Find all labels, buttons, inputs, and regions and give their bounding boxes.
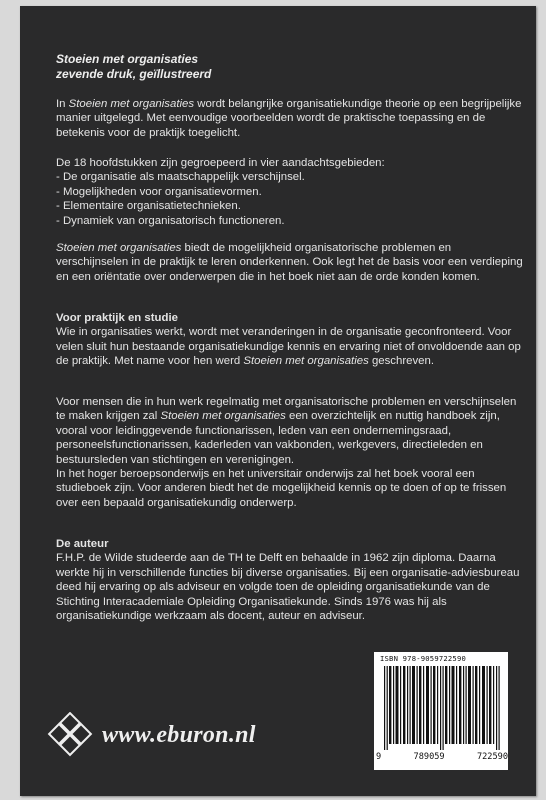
intro-text: wordt belangrijke organisatiekundige theorie op een begrijpelijke manier uitgelegd. Met eenvoudige voorbeelden wordt de praktische toepassing en de betekenis voor de praktijk toegelicht. <box>56 98 522 139</box>
book-title: Stoeien met organisaties <box>56 52 199 66</box>
intro-paragraph <box>56 97 526 140</box>
audience-education-text: In het hoger beroepsonderwijs en het universitair onderwijs zal het boek vooral een studieboek zijn. Voor anderen biedt het de mogelijkheid kennis op te doen of op te frissen over een bepaald organisatiekundig onderwerp. <box>56 468 507 509</box>
barcode-digits-left: 789059 <box>413 752 445 762</box>
barcode-digit-lead: 9 <box>376 752 382 762</box>
practice-heading: Voor praktijk en studie <box>56 312 178 324</box>
barcode-icon <box>382 666 502 750</box>
audience-text: Voor mensen die in hun werk regelmatig met organisatorische problemen en verschijnselen te maken krijgen zal <box>56 396 517 423</box>
groups-item: - Elementaire organisatietechnieken. <box>56 200 241 213</box>
groups-lead: De 18 hoofdstukken zijn gegroepeerd in vier aandachtsgebieden: <box>56 157 385 169</box>
author-section <box>56 537 526 623</box>
barcode-digits-right: 722590 <box>476 752 508 762</box>
author-heading: De auteur <box>56 538 109 550</box>
publisher-url: www.eburon.nl <box>102 722 256 748</box>
edition-line: zevende druk, geïllustreerd <box>56 66 212 81</box>
audience-section <box>56 395 526 510</box>
possibility-paragraph <box>56 241 526 284</box>
practice-book-title: Stoeien met organisaties <box>243 355 369 368</box>
audience-book-title: Stoeien met organisaties <box>160 410 286 423</box>
possibility-text: biedt de mogelijkheid organisatorische problemen en verschijnselen in de praktijk te leren onderkennen. Ook legt het de basis voor een verdieping en een oriëntatie over onderwerpen die in het boek niet aan de orde konden komen. <box>56 242 523 283</box>
intro-book-title: Stoeien met organisaties <box>68 98 195 110</box>
publisher-diamond-icon <box>46 712 94 760</box>
possibility-book-title: Stoeien met organisaties <box>56 242 182 254</box>
groups-item: - De organisatie als maatschappelijk verschijnsel. <box>56 171 305 184</box>
practice-section <box>56 311 526 369</box>
isbn-barcode-box <box>374 652 508 770</box>
groups-paragraph <box>56 156 526 228</box>
audience-text-cont: een overzichtelijk en nuttig handboek zijn, vooral voor leidinggevende functionarissen, leden van een ondernemingsraad, personeelsfunctionarissen, kaderleden van vakbonden, werkgevers, directieleden en bestuursleden van stichtingen en verenigingen. <box>56 410 500 466</box>
groups-item: - Dynamiek van organisatorisch functioneren. <box>56 214 285 227</box>
publisher-logo <box>46 712 306 768</box>
intro-prefix: In <box>56 98 69 110</box>
practice-text-end: geschreven. <box>368 355 434 368</box>
practice-text: Wie in organisaties werkt, wordt met veranderingen in de organisatie geconfronteerd. Voor velen sluit hun bestaande organisatiekundige kennis en ervaring niet of onvoldoende aan op de praktijk. Met name voor hen werd <box>56 326 521 368</box>
title-block <box>56 52 476 81</box>
author-text: F.H.P. de Wilde studeerde aan de TH te Delft en behaalde in 1962 zijn diploma. Daarna werkte hij in verschillende functies bij diverse organisaties. Bij een organisatie-adviesbureau deed hij ervaring op als adviseur en volgde toen de opleiding organisatiekunde van de Stichting Interacademiale Opleiding Organisatiekunde. Sinds 1976 was hij als organisatiekundige werkzaam als docent, auteur en adviseur. <box>56 552 520 623</box>
isbn-label: ISBN 978-9059722590 <box>380 654 467 663</box>
barcode-digits <box>376 752 508 762</box>
groups-item: - Mogelijkheden voor organisatievormen. <box>56 185 262 198</box>
